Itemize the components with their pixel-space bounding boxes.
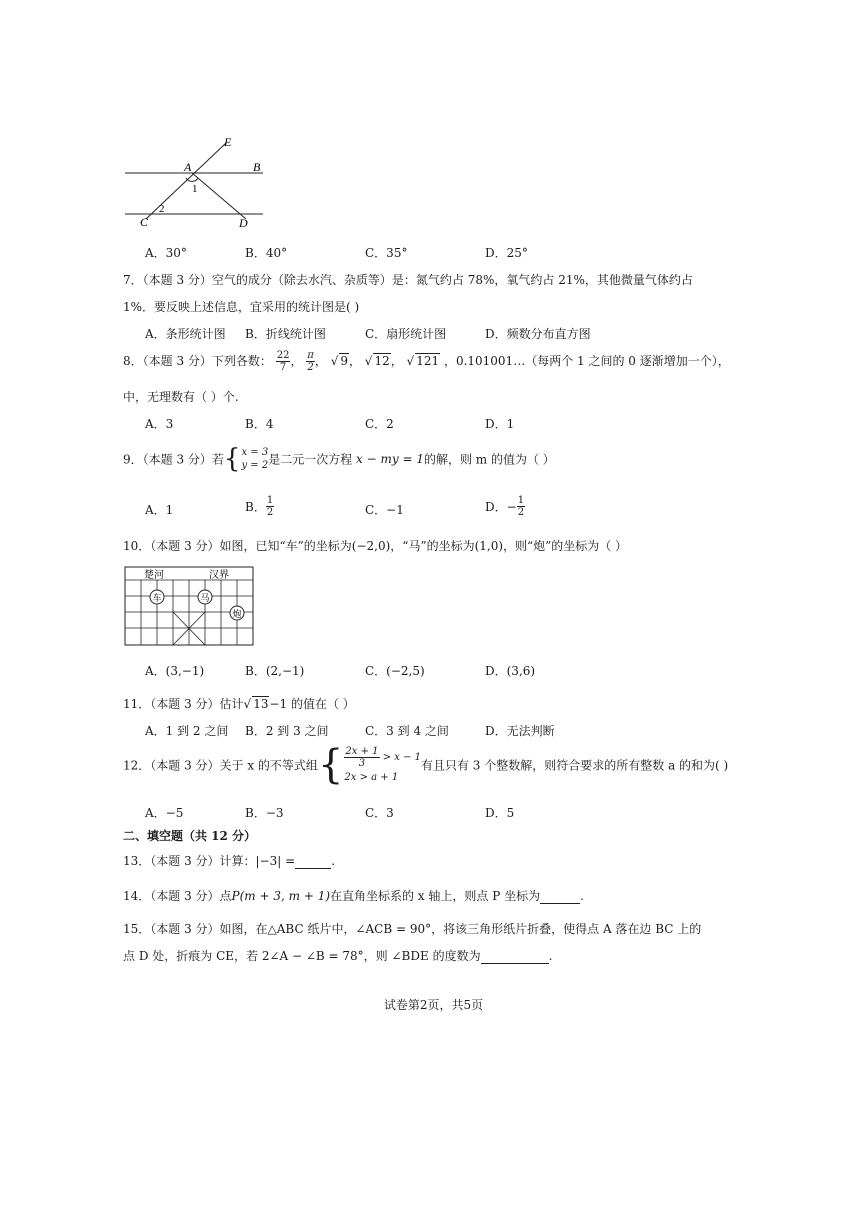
- q10-option-a[interactable]: A．(3,−1): [145, 664, 205, 678]
- label-e: E: [224, 135, 232, 149]
- q7-line1: 7．（本题 3 分）空气的成分（除去水汽、杂质等）是：氮气约占 78%，氧气约占 21%，其他微量气体约占: [123, 273, 693, 287]
- q11-option-c[interactable]: C．3 到 4 之间: [365, 724, 449, 738]
- page-footer: 试卷第2页，共5页: [383, 998, 484, 1012]
- q7-option-a[interactable]: A．条形统计图: [145, 327, 226, 341]
- piece-che-label: 车: [152, 593, 162, 603]
- q7-option-d[interactable]: D．频数分布直方图: [485, 327, 591, 341]
- q8-sqrt-9: 9: [340, 354, 348, 368]
- q6-option-a[interactable]: A．30°: [145, 246, 187, 260]
- q12-prefix: 12．（本题 3 分）关于 x 的不等式组: [123, 758, 318, 773]
- q12-option-a[interactable]: A．−5: [145, 806, 184, 820]
- q8-frac-22-7: $\frac{22}{7}$: [276, 350, 290, 373]
- angle-arc: [186, 178, 198, 181]
- line-ad: [192, 173, 246, 219]
- q10-option-b[interactable]: B．(2,−1): [245, 664, 305, 678]
- q14-answer-blank[interactable]: [540, 889, 580, 904]
- q7-option-b[interactable]: B．折线统计图: [245, 327, 326, 341]
- river-left-label: 楚河: [144, 570, 164, 581]
- label-c: C: [140, 215, 149, 229]
- q14-line: 14．（本题 3 分）点P(m + 3, m + 1)在直角坐标系的 x 轴上，则点 P 坐标为 .: [123, 889, 584, 903]
- q11-suffix: −1 的值在（ ）: [269, 697, 355, 711]
- q12-option-c[interactable]: C．3: [365, 806, 394, 820]
- q6-option-d[interactable]: D．25°: [485, 246, 528, 260]
- q15-answer-blank[interactable]: [481, 949, 549, 964]
- q6-option-c[interactable]: C．35°: [365, 246, 408, 260]
- q13-line: 13．（本题 3 分）计算：|−3| = .: [123, 854, 336, 868]
- q8-sqrt-12: 12: [374, 354, 390, 368]
- q11-line: 11．（本题 3 分）估计√ 13−1 的值在（ ）: [123, 697, 355, 711]
- q7-line2: 1%．要反映上述信息，宜采用的统计图是( ): [123, 300, 360, 314]
- q9-option-b[interactable]: B． $\frac{1}{2}$: [245, 495, 274, 518]
- q12-line: [123, 742, 729, 788]
- q8-frac-pi-2: $\frac{\pi}{2}$: [307, 350, 314, 373]
- q9-suffix: 的解，则 m 的值为（ ）: [423, 452, 555, 467]
- line-ce: [146, 143, 226, 219]
- q13-expression: |−3| =: [255, 854, 296, 868]
- q9-equation: x − my = 1: [356, 452, 424, 466]
- q6-figure: [118, 133, 268, 233]
- q9-prefix: 9．（本题 3 分）若: [123, 452, 224, 467]
- label-2: 2: [159, 203, 165, 215]
- q11-prefix: 11．（本题 3 分）估计: [123, 697, 244, 711]
- q8-option-d[interactable]: D．1: [485, 417, 515, 431]
- q7-option-c[interactable]: C．扇形统计图: [365, 327, 447, 341]
- q9-option-c[interactable]: C．−1: [365, 503, 404, 517]
- q6-option-b[interactable]: B．40°: [245, 246, 288, 260]
- q12-suffix: 有且只有 3 个整数解，则符合要求的所有整数 a 的和为( ): [420, 758, 729, 773]
- piece-ma-label: 马: [200, 593, 210, 603]
- q11-sqrt: 13: [253, 697, 269, 711]
- q13-answer-blank[interactable]: [295, 854, 331, 869]
- q8-line1: 8．（本题 3 分）下列各数： $\frac{22}{7}$ ， $\frac{\pi}{2}$ ， √ 9， √ 12， √ 121 ，0.101001…（每两个 1 之间的 0 逐渐增加一个），: [123, 350, 730, 373]
- q15-line2: 点 D 处，折痕为 CE，若 2∠A − ∠B = 78°，则 ∠BDE 的度数为 .: [123, 949, 553, 963]
- q8-prefix: 8．（本题 3 分）下列各数：: [123, 354, 272, 368]
- q12-brace: {: [317, 742, 344, 788]
- q8-line2: 中，无理数有（ ）个.: [123, 390, 239, 404]
- q15-line1: 15．（本题 3 分）如图，在△ABC 纸片中，∠ACB = 90°，将该三角形纸片折叠，使得点 A 落在边 BC 上的: [123, 922, 702, 936]
- q9-system: x = 3 y = 2: [241, 447, 269, 471]
- q8-option-a[interactable]: A．3: [145, 417, 174, 431]
- q9-option-d[interactable]: D．− $\frac{1}{2}$: [485, 495, 525, 518]
- q9-line: [123, 446, 555, 472]
- q12-option-d[interactable]: D．5: [485, 806, 515, 820]
- q12-system: $\frac{2x + 1}{3}$ > x − 1 2x > a + 1: [344, 746, 421, 783]
- q9-brace: {: [223, 444, 241, 474]
- q11-option-b[interactable]: B．2 到 3 之间: [245, 724, 329, 738]
- q8-option-b[interactable]: B．4: [245, 417, 274, 431]
- section-fill-in-title: 二、填空题（共 12 分）: [123, 829, 257, 843]
- q10-option-d[interactable]: D．(3,6): [485, 664, 536, 678]
- q14-point: P(m + 3, m + 1): [231, 889, 331, 903]
- q12-option-b[interactable]: B．−3: [245, 806, 284, 820]
- river-right-label: 汉界: [209, 570, 229, 581]
- q8-sqrt-121: 121: [416, 354, 440, 368]
- q10-text: 10．（本题 3 分）如图，已知“车”的坐标为(−2,0)，“马”的坐标为(1,0)，则“炮”的坐标为（ ）: [123, 539, 628, 553]
- q8-suffix: ，0.101001…（每两个 1 之间的 0 逐渐增加一个），: [443, 354, 730, 368]
- label-1: 1: [192, 183, 198, 195]
- q11-option-d[interactable]: D．无法判断: [485, 724, 555, 738]
- q9-mid: 是二元一次方程: [268, 452, 353, 467]
- q10-option-c[interactable]: C．(−2,5): [365, 664, 425, 678]
- label-a: A: [184, 160, 192, 174]
- label-b: B: [253, 160, 261, 174]
- q11-option-a[interactable]: A．1 到 2 之间: [145, 724, 229, 738]
- q9-option-a[interactable]: A．1: [145, 503, 174, 517]
- label-d: D: [239, 216, 248, 230]
- piece-pao-label: 炮: [232, 609, 242, 619]
- chess-board-figure: [124, 566, 256, 648]
- q8-option-c[interactable]: C．2: [365, 417, 394, 431]
